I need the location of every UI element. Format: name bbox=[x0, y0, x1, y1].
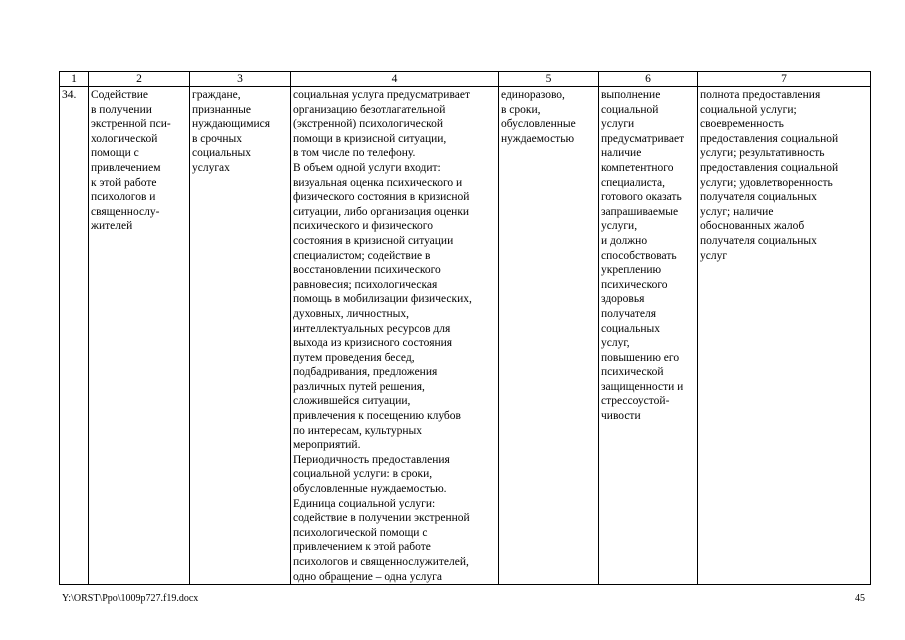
column-header: 6 bbox=[599, 72, 698, 87]
timing-cell: единоразово, в сроки, обусловленные нуждаемостью bbox=[499, 87, 599, 585]
quality-cell: полнота предоставления социальной услуги; своевременность предоставления социальной услуги; результативность предоставления социальной услуги; удовлетворенность получателя социальных услуг; наличие обоснованных жалоб получателя социальных услуг bbox=[698, 87, 871, 585]
footer-page-number: 45 bbox=[855, 593, 865, 604]
service-name-cell: Содействие в получении экстренной пси- хологической помощи с привлечением к этой работе психологов и священнослу- жителей bbox=[89, 87, 190, 585]
column-header: 7 bbox=[698, 72, 871, 87]
conditions-cell: выполнение социальной услуги предусматривает наличие компетентного специалиста, готового оказать запрашиваемые услуги, и должно способствовать укреплению психического здоровья получателя социальных услуг, повышению его психической защищенности и стрессоустой- чивости bbox=[599, 87, 698, 585]
table-header-row bbox=[60, 72, 871, 87]
column-header: 2 bbox=[89, 72, 190, 87]
table-row bbox=[60, 87, 871, 585]
services-table bbox=[59, 71, 871, 585]
column-header: 4 bbox=[291, 72, 499, 87]
row-number-cell: 34. bbox=[60, 87, 89, 585]
description-cell: социальная услуга предусматривает организацию безотлагательной (экстренной) психологической помощи в кризисной ситуации, в том числе по телефону. В объем одной услуги входит: визуальная оценка психического и физического состояния в кризисной ситуации, либо организация оценки психического и физического состояния в кризисной ситуации специалистом; содействие в восстановлении психического равновесия; психологическая помощь в мобилизации физических, духовных, личностных, интеллектуальных ресурсов для выхода из кризисного состояния путем проведения бесед, подбадривания, предложения различных путей решения, сложившейся ситуации, привлечения к посещению клубов по интересам, культурных мероприятий. Периодичность предоставления социальной услуги: в сроки, обусловленные нуждаемостью. Единица социальной услуги: содействие в получении экстренной психологической помощи с привлечением к этой работе психологов и священнослужителей, одно обращение – одна услуга bbox=[291, 87, 499, 585]
column-header: 1 bbox=[60, 72, 89, 87]
column-header: 3 bbox=[190, 72, 291, 87]
footer-file-path: Y:\ORST\Ppo\1009p727.f19.docx bbox=[62, 593, 199, 604]
column-header: 5 bbox=[499, 72, 599, 87]
recipients-cell: граждане, признанные нуждающимися в срочных социальных услугах bbox=[190, 87, 291, 585]
